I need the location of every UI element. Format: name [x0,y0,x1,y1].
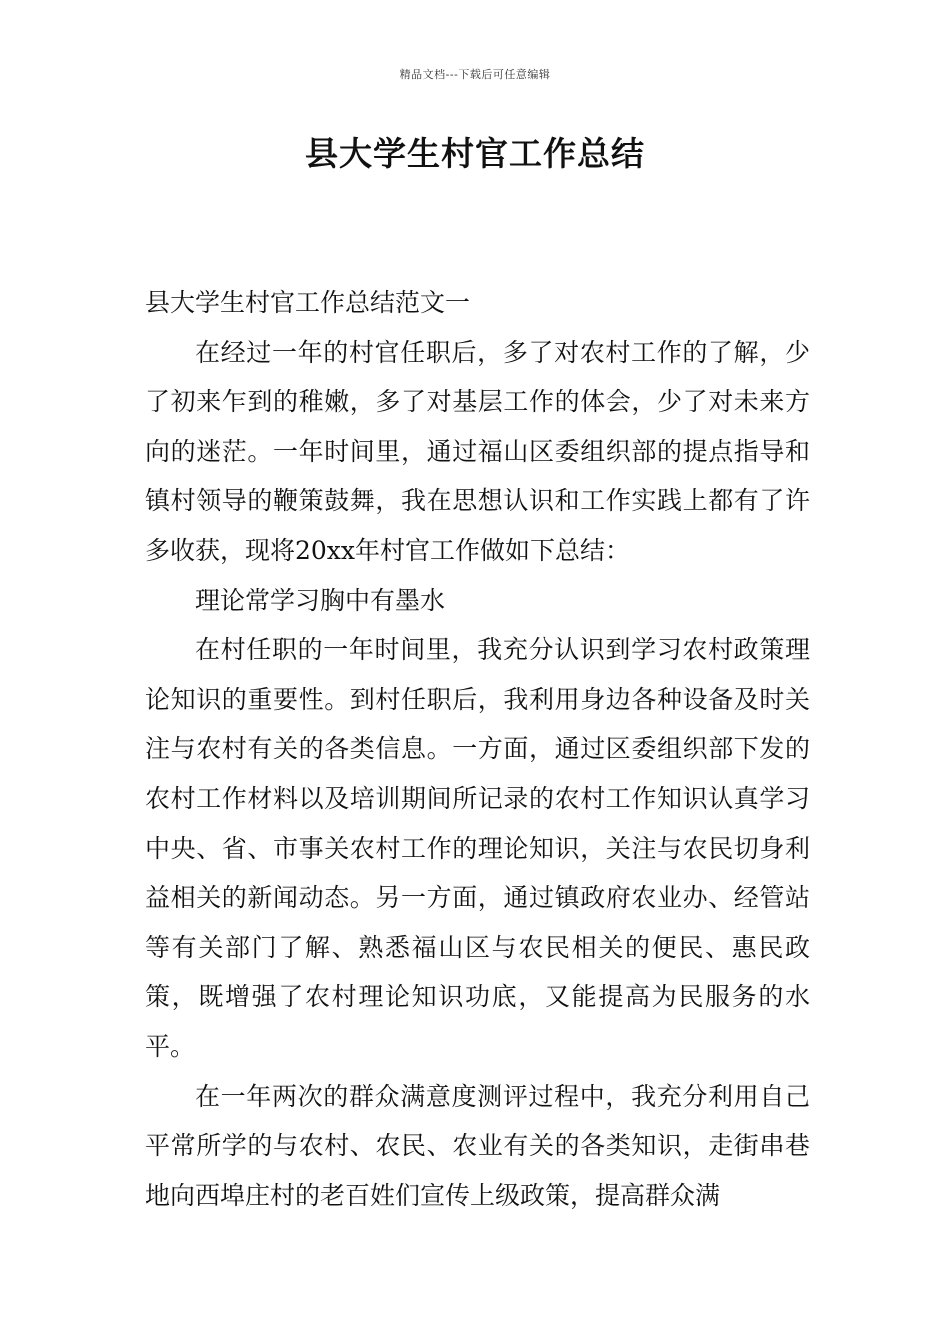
paragraph-study: 在村任职的一年时间里，我充分认识到学习农村政策理论知识的重要性。到村任职后，我利用身边各种设备及时关注与农村有关的各类信息。一方面，通过区委组织部下发的农村工作材料以及培训期间所记录的农村工作知识认真学习中央、省、市事关农村工作的理论知识，关注与农民切身利益相关的新闻动态。另一方面，通过镇政府农业办、经管站等有关部门了解、熟悉福山区与农民相关的便民、惠民政策，既增强了农村理论知识功底，又能提高为民服务的水平。 [145,635,810,1061]
section-subtitle: 县大学生村官工作总结范文一 [145,288,471,317]
paragraph-intro: 在经过一年的村官任职后，多了对农村工作的了解，少了初来乍到的稚嫩，多了对基层工作的体会，少了对未来方向的迷茫。一年时间里，通过福山区委组织部的提点指导和镇村领导的鞭策鼓舞，我在思想认识和工作实践上都有了许多收获，现将20xx年村官工作做如下总结： [145,337,810,565]
document-body [145,278,810,1220]
document-title: 县大学生村官工作总结 [305,134,645,173]
section-heading: 理论常学习胸中有墨水 [195,585,446,615]
paragraph-survey: 在一年两次的群众满意度测评过程中，我充分利用自己平常所学的与农村、农民、农业有关的各类知识，走街串巷地向西埠庄村的老百姓们宣传上级政策，提高群众满 [145,1081,810,1210]
header-note: 精品文档---下载后可任意编辑 [399,68,551,81]
